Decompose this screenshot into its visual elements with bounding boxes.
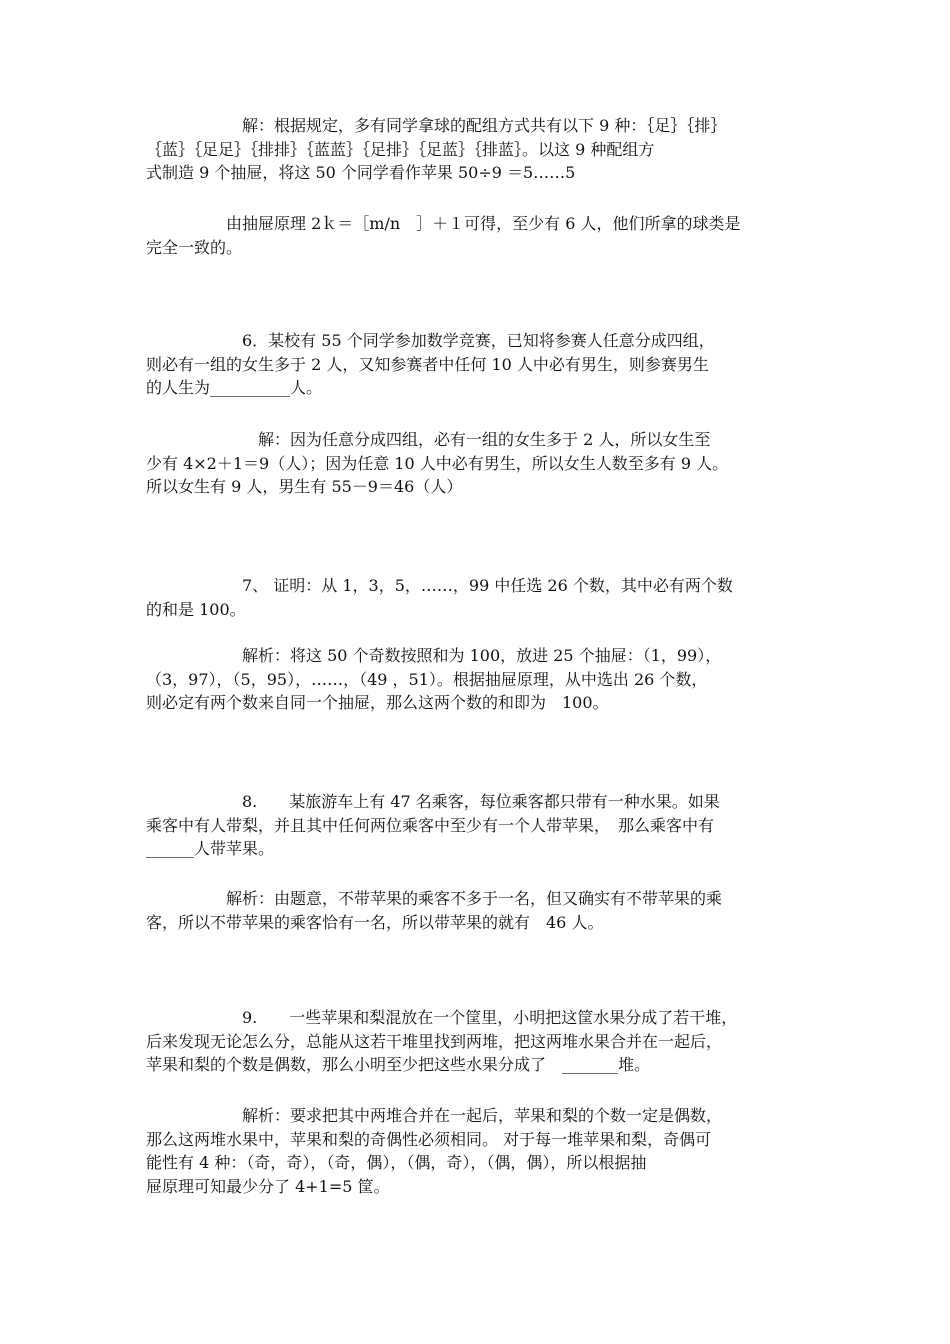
- text-line: 完全一致的。: [146, 237, 243, 257]
- text-line: （3，97），（5，95），……，（49 ，51）。根据抽屉原理，从中选出 26 个数，: [146, 669, 708, 689]
- text-line: ______人带苹果。: [146, 839, 275, 858]
- text-line: 屉原理可知最少分了 4+1=5 筐。: [146, 1176, 390, 1196]
- text-line: 客，所以不带苹果的乘客恰有一名，所以带苹果的就有 46 人。: [146, 912, 604, 932]
- text-line: 9. 一些苹果和梨混放在一个筐里，小明把这筐水果分成了若干堆，: [146, 1008, 738, 1027]
- text-line: 解析：要求把其中两堆合并在一起后，苹果和梨的个数一定是偶数，: [146, 1106, 723, 1125]
- text-line: 8. 某旅游车上有 47 名乘客，每位乘客都只带有一种水果。如果: [146, 792, 720, 811]
- text-line: 由抽屉原理 2ｋ＝［m/n ］＋１可得，至少有 6 人，他们所拿的球类是: [146, 214, 741, 233]
- text-line: ｛蓝｝｛足足｝｛排排｝｛蓝蓝｝｛足排｝｛足蓝｝｛排蓝｝。以这 9 种配组方: [146, 139, 655, 159]
- text-line: 后来发现无论怎么分，总能从这若干堆里找到两堆，把这两堆水果合并在一起后，: [146, 1031, 723, 1051]
- text-line: 则必定有两个数来自同一个抽屉，那么这两个数的和即为 100。: [146, 693, 609, 712]
- solution-paragraph-7: [146, 644, 826, 715]
- text-line: 解析：将这 50 个奇数按照和为 100，放进 25 个抽屉：（1，99），: [146, 646, 722, 665]
- text-line: 乘客中有人带梨，并且其中任何两位乘客中至少有一个人带苹果， 那么乘客中有: [146, 815, 715, 835]
- text-line: 解：因为任意分成四组，必有一组的女生多于 2 人，所以女生至: [146, 430, 711, 449]
- text-line: 7、 证明：从 1，3，5，……，99 中任选 26 个数，其中必有两个数: [146, 576, 733, 595]
- text-line: 所以女生有 9 人，男生有 55－9＝46（人）: [146, 477, 463, 496]
- solution-paragraph-6: [146, 428, 826, 499]
- solution-paragraph-8: [146, 887, 826, 934]
- question-paragraph-9: [146, 1006, 826, 1077]
- text-line: 的和是 100。: [146, 599, 246, 619]
- solution-paragraph-5: [146, 114, 826, 185]
- question-paragraph-6: [146, 329, 826, 400]
- question-paragraph-7: [146, 574, 826, 621]
- text-line: 解析：由题意，不带苹果的乘客不多于一名，但又确实有不带苹果的乘: [146, 889, 723, 908]
- text-line: 那么这两堆水果中，苹果和梨的奇偶性必须相同。 对于每一堆苹果和梨，奇偶可: [146, 1129, 712, 1149]
- text-line: 少有 4×2＋1＝9（人）；因为任意 10 人中必有男生，所以女生人数至多有 9 人。: [146, 453, 729, 473]
- solution-paragraph-9: [146, 1104, 826, 1198]
- text-line: 式制造 9 个抽屉，将这 50 个同学看作苹果 50÷9 ＝5……5: [146, 163, 576, 182]
- text-line: 则必有一组的女生多于 2 人，又知参赛者中任何 10 人中必有男生，则参赛男生: [146, 354, 709, 374]
- text-line: 解：根据规定，多有同学拿球的配组方式共有以下 9 种：｛足｝｛排｝: [146, 116, 727, 135]
- conclusion-paragraph-5: [146, 212, 826, 259]
- text-line: 6．某校有 55 个同学参加数学竞赛，已知将参赛人任意分成四组，: [146, 331, 715, 350]
- question-paragraph-8: [146, 790, 826, 861]
- text-line: 的人生为__________人。: [146, 378, 323, 397]
- text-line: 苹果和梨的个数是偶数，那么小明至少把这些水果分成了 _______堆。: [146, 1055, 651, 1074]
- text-line: 能性有 4 种：（奇，奇），（奇，偶），（偶，奇），（偶，偶），所以根据抽: [146, 1153, 647, 1172]
